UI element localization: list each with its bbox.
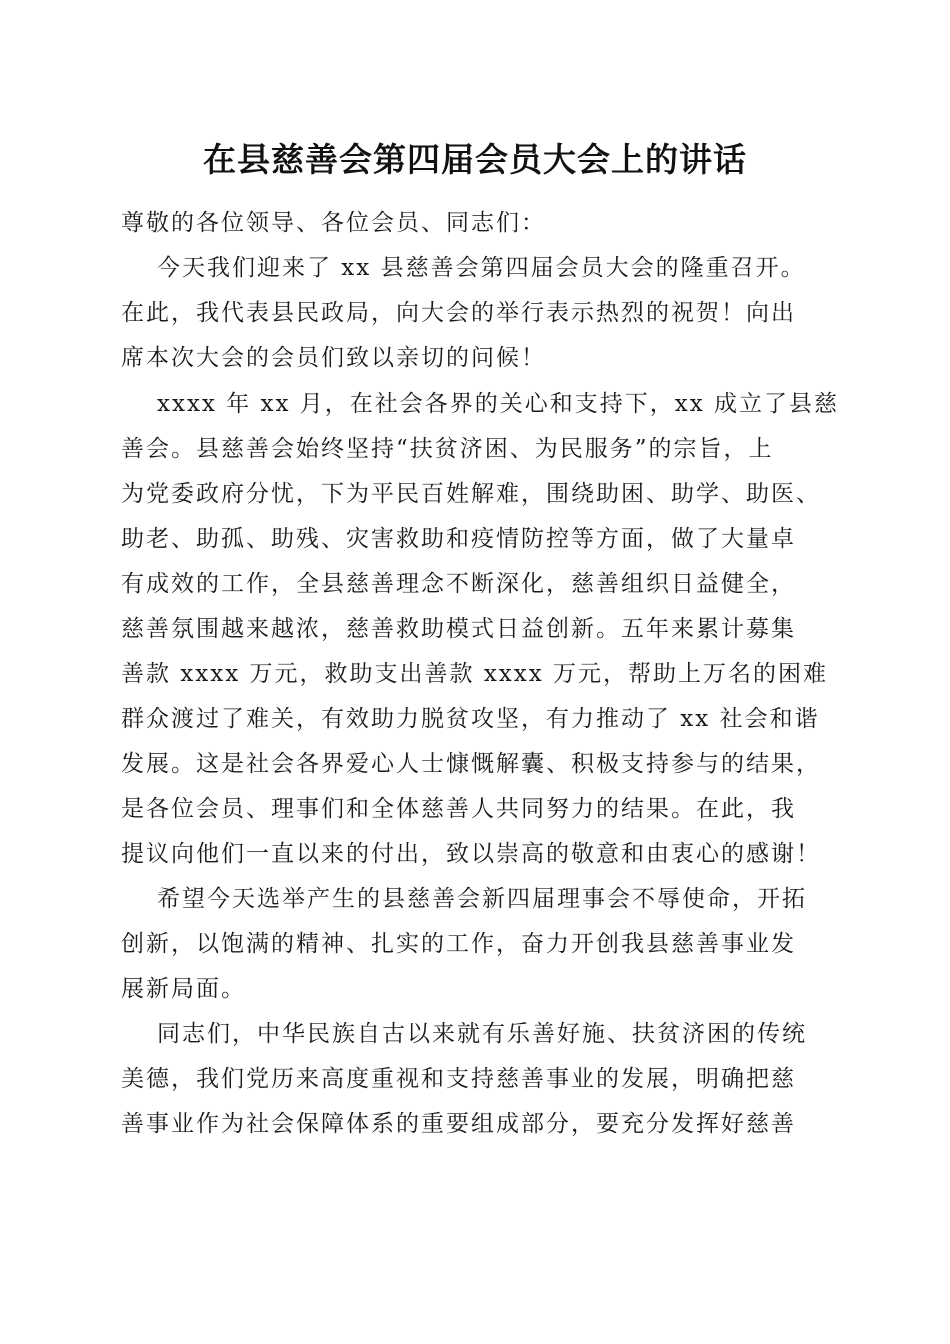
- paragraph-line: xxxx 年 xx 月，在社会各界的关心和支持下，xx 成立了县慈: [157, 391, 840, 417]
- paragraph-line: 群众渡过了难关，有效助力脱贫攻坚，有力推动了 xx 社会和谐: [121, 706, 820, 732]
- paragraph-line: 善会。县慈善会始终坚持“扶贫济困、为民服务”的宗旨，上: [121, 436, 774, 462]
- paragraph-line: 为党委政府分忧，下为平民百姓解难，围绕助困、助学、助医、: [121, 481, 821, 507]
- paragraph-line: 创新，以饱满的精神、扎实的工作，奋力开创我县慈善事业发: [121, 931, 796, 957]
- paragraph-line: 今天我们迎来了 xx 县慈善会第四届会员大会的隆重召开。: [157, 255, 806, 281]
- document-title: 在县慈善会第四届会员大会上的讲话: [203, 140, 747, 179]
- paragraph-line: 有成效的工作，全县慈善理念不断深化，慈善组织日益健全，: [121, 571, 796, 597]
- paragraph-line: 希望今天选举产生的县慈善会新四届理事会不辱使命，开拓: [157, 886, 807, 912]
- paragraph-line: 慈善氛围越来越浓，慈善救助模式日益创新。五年来累计募集: [121, 616, 796, 642]
- paragraph-line: 在此，我代表县民政局，向大会的举行表示热烈的祝贺！向出: [121, 300, 796, 326]
- paragraph-line: 发展。这是社会各界爱心人士慷慨解囊、积极支持参与的结果，: [121, 751, 821, 777]
- paragraph-line: 善款 xxxx 万元，救助支出善款 xxxx 万元，帮助上万名的困难: [121, 661, 829, 687]
- paragraph-line: 席本次大会的会员们致以亲切的问候！: [121, 345, 546, 371]
- paragraph-line: 展新局面。: [121, 976, 246, 1002]
- salutation-line: 尊敬的各位领导、各位会员、同志们：: [121, 210, 546, 236]
- paragraph-line: 善事业作为社会保障体系的重要组成部分，要充分发挥好慈善: [121, 1111, 796, 1137]
- paragraph-line: 助老、助孤、助残、灾害救助和疫情防控等方面，做了大量卓: [121, 526, 796, 552]
- paragraph-line: 同志们，中华民族自古以来就有乐善好施、扶贫济困的传统: [157, 1021, 807, 1047]
- paragraph-line: 美德，我们党历来高度重视和支持慈善事业的发展，明确把慈: [121, 1066, 796, 1092]
- paragraph-line: 是各位会员、理事们和全体慈善人共同努力的结果。在此，我: [121, 796, 796, 822]
- paragraph-line: 提议向他们一直以来的付出，致以崇高的敬意和由衷心的感谢！: [121, 841, 821, 867]
